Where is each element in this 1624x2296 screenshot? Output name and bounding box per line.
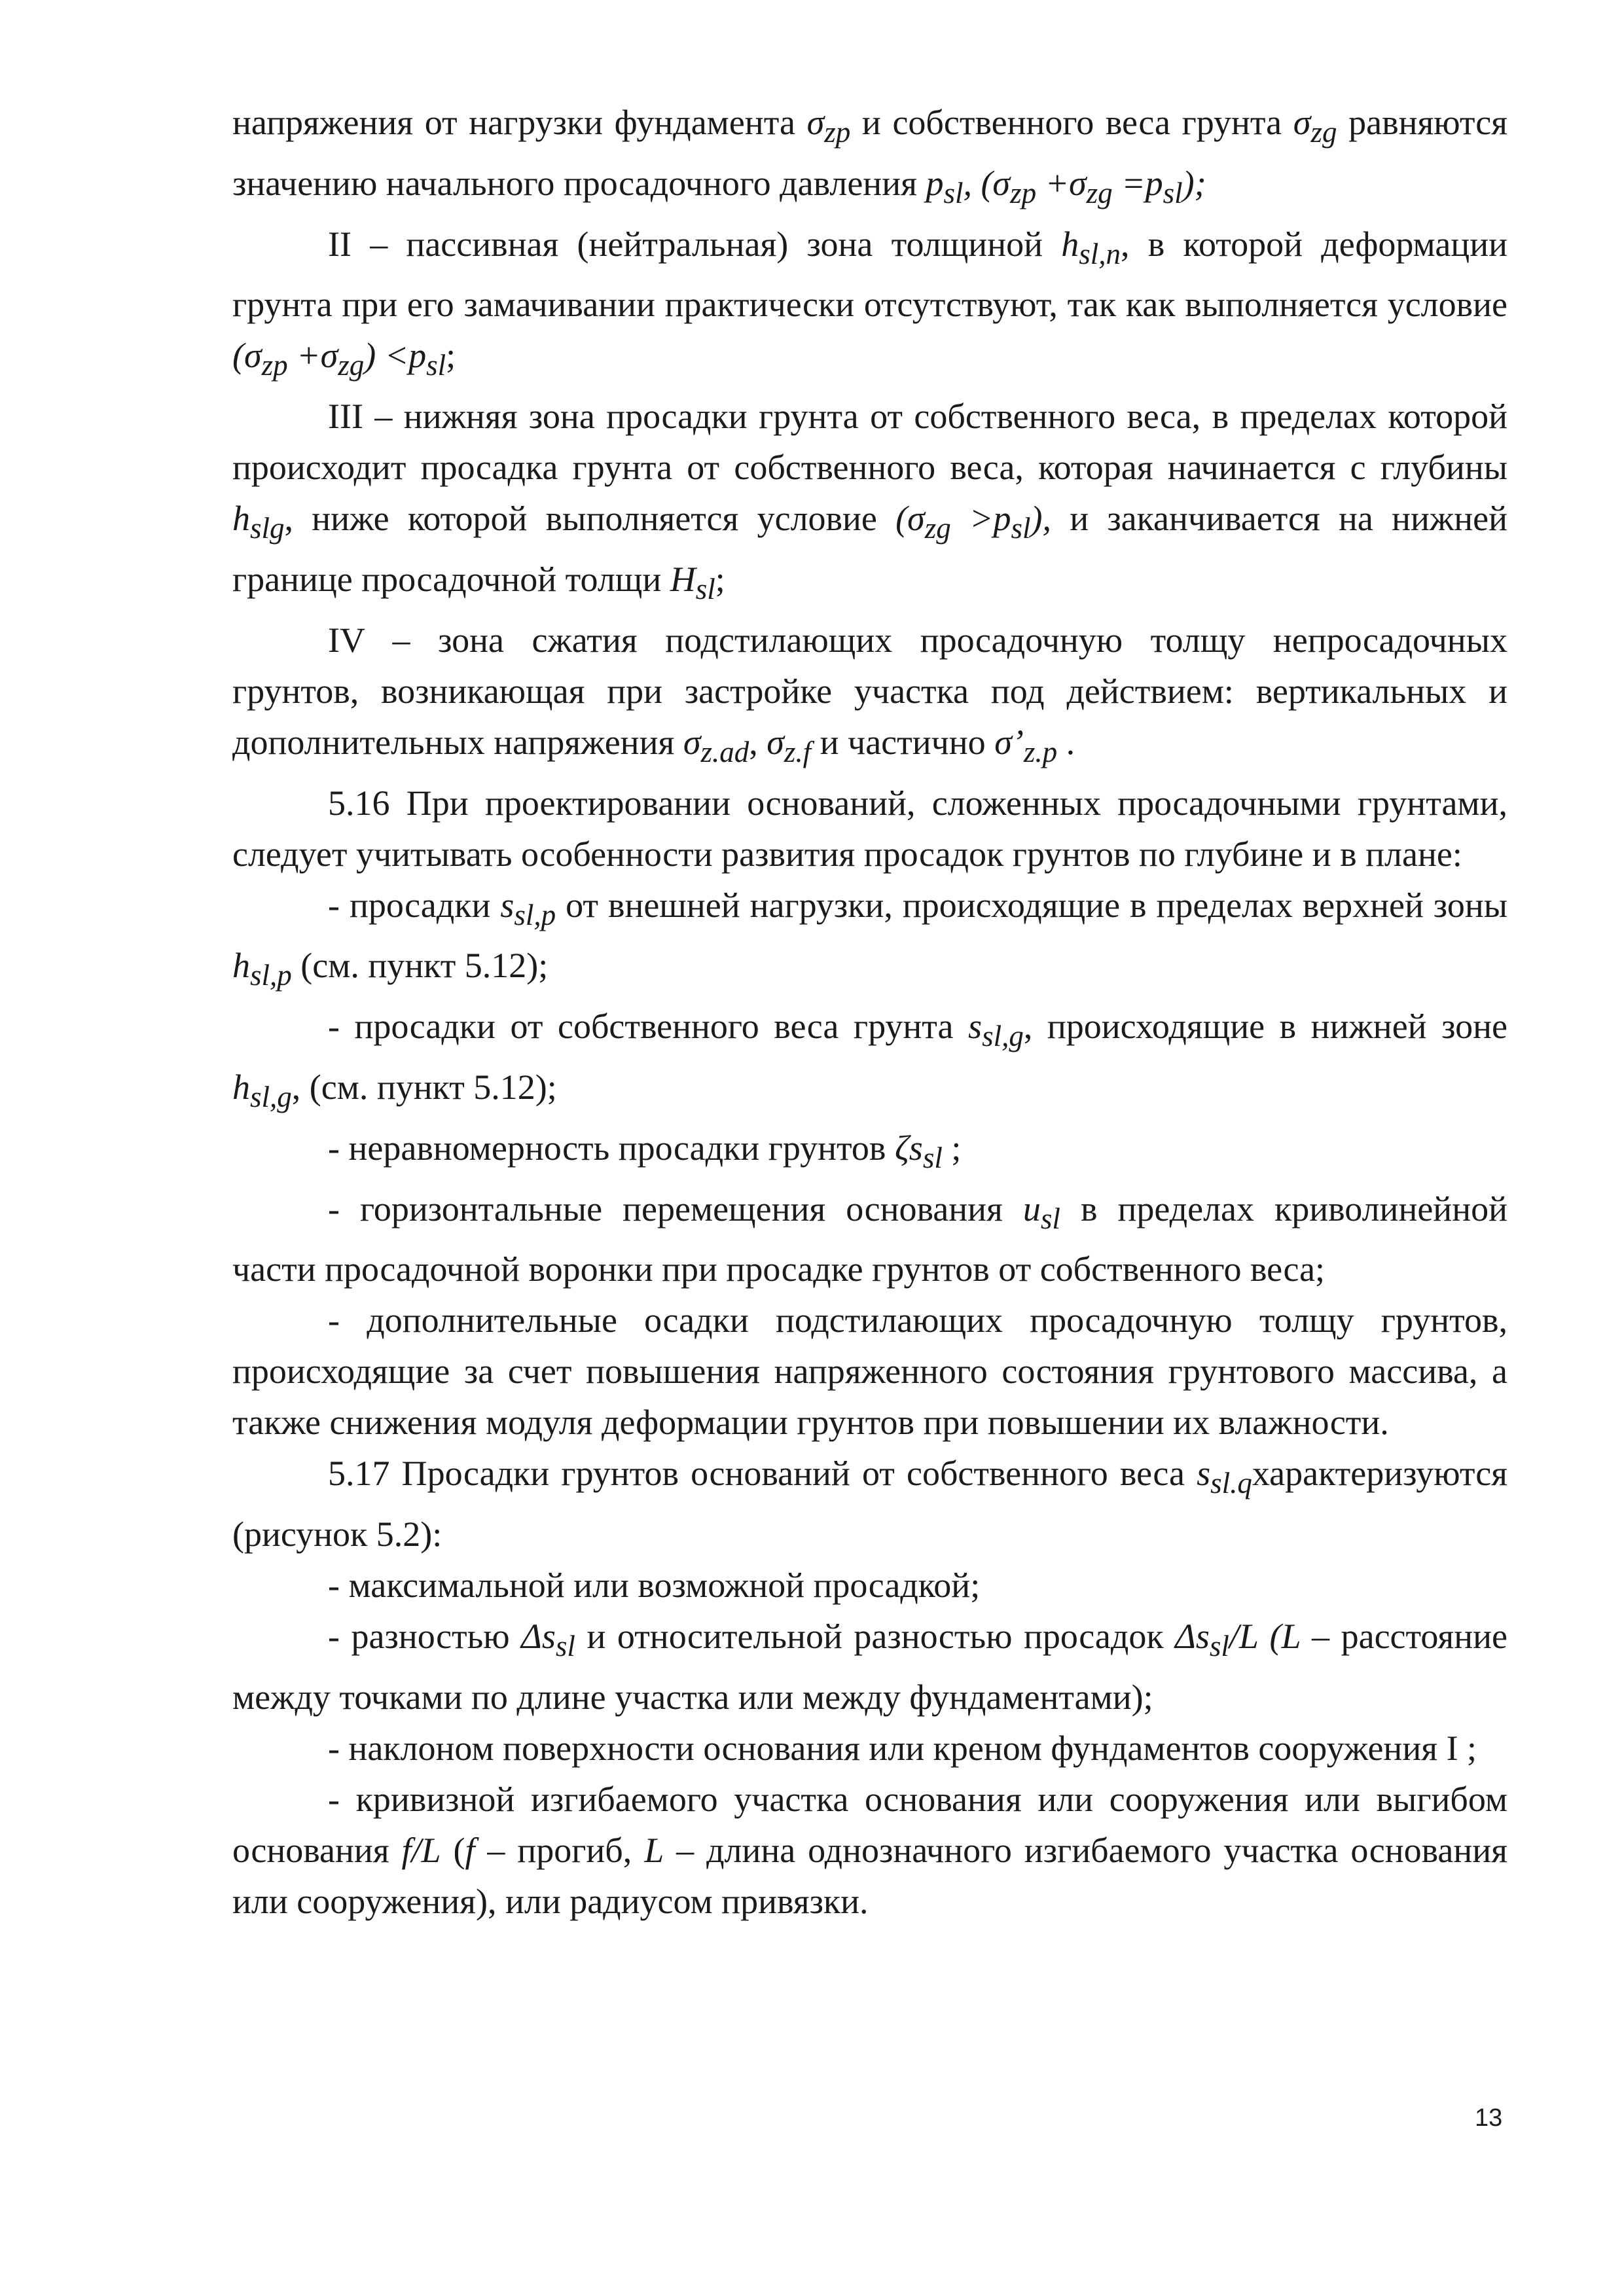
list-item-unevenness: - неравномерность просадки грунтов $\zeta s_{sl}$ ; xyxy=(328,1128,962,1174)
list-item-horizontal-displacement: - горизонтальные перемещения основания $u_{sl}$ в пределах криволинейной части просадочной воронки при просадке грунтов от собственного веса; xyxy=(232,1189,1508,1289)
paragraph-zone-ii: II – пассивная (нейтральная) зона толщиной $h_{sl,n}$, в которой деформации грунта при его замачивании практически отсутствуют, так как выполняется условие $(\sigma_{zp} +\sigma_{zg}) <p_{sl}$; xyxy=(232,224,1507,382)
paragraph-5-16: 5.16 При проектировании оснований, сложенных просадочными грунтами, следует учитывать особенности развития просадок грунтов по глубине и в плане: xyxy=(232,783,1507,874)
list-item-tilt: - наклоном поверхности основания или креном фундаментов сооружения I ; xyxy=(328,1728,1477,1768)
document-body xyxy=(232,97,1507,1927)
list-item-max-settlement: - максимальной или возможной просадкой; xyxy=(328,1566,981,1605)
paragraph-zone-iii: III – нижняя зона просадки грунта от собственного веса, в пределах которой происходит просадка грунта от собственного веса, которая начинается с глубины $h_{slg}$, ниже которой выполняется условие $(\sigma_{zg} >p_{sl})$, и заканчивается на нижней границе просадочной толщи $H_{sl}$; xyxy=(232,397,1507,605)
list-item-difference: - разностью $\Delta s_{sl}$ и относительной разностью просадок $\Delta s_{sl}/L$ (L – расстояние между точками по длине участка или между фундаментами); xyxy=(232,1617,1507,1717)
list-item-curvature: - кривизной изгибаемого участка основания или сооружения или выгибом основания f/L (f – прогиб, L – длина однозначного изгибаемого участка основания или сооружения), или радиусом привязки. xyxy=(232,1779,1507,1921)
paragraph-5-17: 5.17 Просадки грунтов оснований от собственного веса $s_{sl.q}характеризуются$ (рисунок 5.2): xyxy=(232,1454,1507,1554)
list-item-settlement-self-weight: - просадки от собственного веса грунта $s_{sl,g}$, происходящие в нижней зоне $h_{sl,g}$, (см. пункт 5.12); xyxy=(232,1007,1507,1113)
list-item-additional-settlement: - дополнительные осадки подстилающих просадочную толщу грунтов, происходящие за счет повышения напряженного состояния грунтового массива, а также снижения модуля деформации грунтов при повышении их влажности. xyxy=(232,1300,1507,1443)
list-item-settlement-external-load: - просадки $s_{sl,p}$ от внешней нагрузки, происходящие в пределах верхней зоны $h_{sl,p}$ (см. пункт 5.12); xyxy=(232,885,1507,992)
paragraph-zone-iv: IV – зона сжатия подстилающих просадочную толщу непросадочных грунтов, возникающая при застройке участка под действием: вертикальных и дополнительных напряжения $\sigma_{z.ad}$, $\sigma_{z.f}$ и частично $\sigma’_{z.p}$ . xyxy=(232,620,1507,768)
paragraph-zone-i-end: напряжения от нагрузки фундамента $\sigma_{zp}$ и собственного веса грунта $\sigma_{zg}$ равняются значению начального просадочного давления $p_{sl}$, $(\sigma_{zp} +\sigma_{zg} =p_{sl})$; xyxy=(232,103,1507,209)
page-number: 13 xyxy=(1475,2104,1503,2132)
